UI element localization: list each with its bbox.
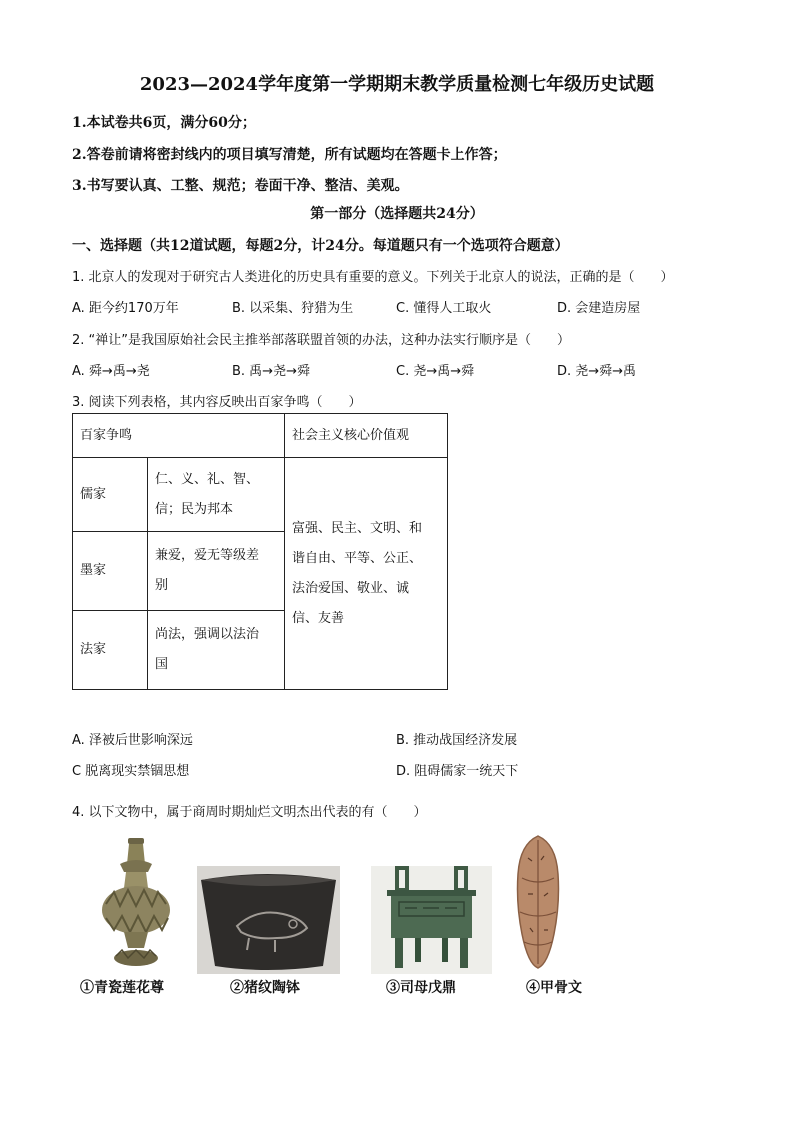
q2-option-a[interactable]: A. 舜→禹→尧 bbox=[72, 364, 150, 379]
artifact-caption-1: ①青瓷莲花尊 bbox=[80, 980, 164, 996]
artifact-caption-3: ③司母戊鼎 bbox=[386, 980, 456, 996]
question-2-stem: 2. “禅让”是我国原始社会民主推举部落联盟首领的办法，这种办法实行顺序是（ ） bbox=[72, 333, 571, 348]
q1-option-d[interactable]: D. 会建造房屋 bbox=[557, 301, 641, 316]
part-title: 第一部分（选择题共24分） bbox=[310, 206, 484, 222]
table-school-confucian: 儒家 bbox=[73, 458, 148, 532]
values-line: 法治爱国、敬业、诚 bbox=[292, 580, 410, 596]
table-core-values bbox=[285, 458, 448, 690]
q2-option-d[interactable]: D. 尧→舜→禹 bbox=[557, 364, 637, 379]
values-line: 富强、民主、文明、和 bbox=[292, 520, 423, 536]
table-school-mohist: 墨家 bbox=[73, 532, 148, 611]
idea-line: 别 bbox=[155, 578, 169, 593]
table-idea-legalist bbox=[148, 611, 285, 690]
pig-pattern-pottery-bowl-image bbox=[197, 866, 340, 974]
q3-option-d[interactable]: D. 阻碍儒家一统天下 bbox=[396, 764, 519, 779]
idea-line: 尚法，强调以法治 bbox=[155, 627, 260, 642]
instruction-2: 2.答卷前请将密封线内的项目填写清楚，所有试题均在答题卡上作答； bbox=[72, 147, 507, 163]
question-3-stem: 3. 阅读下列表格，其内容反映出百家争鸣（ ） bbox=[72, 395, 362, 410]
exam-title: 2023—2024学年度第一学期期末教学质量检测七年级历史试题 bbox=[139, 74, 655, 95]
idea-line: 仁、义、礼、智、 bbox=[155, 471, 260, 487]
question-1-stem: 1. 北京人的发现对于研究古人类进化的历史具有重要的意义。下列关于北京人的说法，正确的是（ ） bbox=[72, 270, 674, 285]
instruction-3: 3.书写要认真、工整、规范；卷面干净、整洁、美观。 bbox=[72, 178, 409, 194]
table-school-legalist: 法家 bbox=[73, 611, 148, 690]
question-4-stem: 4. 以下文物中，属于商周时期灿烂文明杰出代表的有（ ） bbox=[72, 805, 427, 820]
q2-option-b[interactable]: B. 禹→尧→舜 bbox=[232, 364, 310, 379]
idea-line: 兼爱，爱无等级差 bbox=[155, 548, 260, 563]
values-line: 谐自由、平等、公正、 bbox=[292, 550, 423, 566]
values-line: 信、友善 bbox=[292, 610, 345, 626]
simuwu-ding-image bbox=[371, 866, 492, 974]
section-title: 一、选择题（共12道试题，每题2分，计24分。每道题只有一个选项符合题意） bbox=[72, 238, 569, 254]
q3-option-c[interactable]: C 脱离现实禁锢思想 bbox=[72, 764, 190, 779]
q1-option-c[interactable]: C. 懂得人工取火 bbox=[396, 301, 492, 316]
q1-option-a[interactable]: A. 距今约170万年 bbox=[72, 301, 179, 316]
idea-line: 国 bbox=[155, 657, 169, 672]
q1-option-b[interactable]: B. 以采集、狩猎为生 bbox=[232, 301, 354, 316]
table-header-right: 社会主义核心价值观 bbox=[285, 414, 448, 458]
artifact-caption-4: ④甲骨文 bbox=[526, 980, 582, 996]
celadon-lotus-zun-image bbox=[98, 838, 174, 970]
q3-option-b[interactable]: B. 推动战国经济发展 bbox=[396, 733, 518, 748]
idea-line: 信；民为邦本 bbox=[155, 501, 234, 517]
q3-option-a[interactable]: A. 泽被后世影响深远 bbox=[72, 733, 193, 748]
table-header-left: 百家争鸣 bbox=[73, 414, 285, 458]
oracle-bone-image bbox=[516, 834, 560, 970]
table-idea-confucian bbox=[148, 458, 285, 532]
artifact-caption-2: ②猪纹陶钵 bbox=[230, 980, 300, 996]
instruction-1: 1.本试卷共6页，满分60分； bbox=[72, 115, 256, 131]
table-idea-mohist bbox=[148, 532, 285, 611]
q2-option-c[interactable]: C. 尧→禹→舜 bbox=[396, 364, 475, 379]
question-3-table bbox=[72, 413, 448, 690]
